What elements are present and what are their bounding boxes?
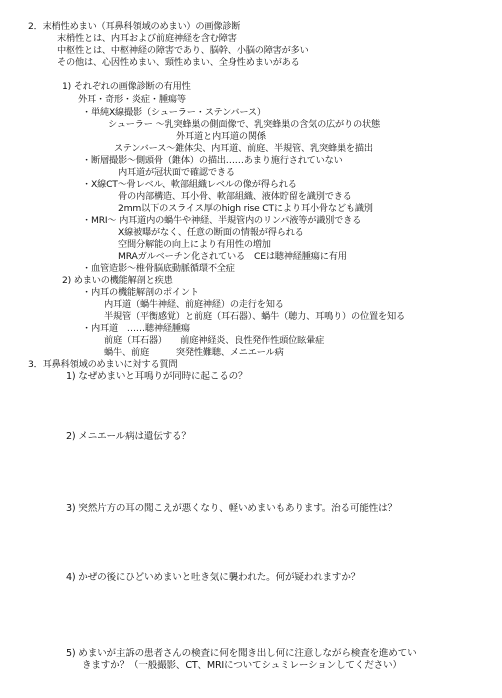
body-line: 2mm以下のスライス厚のhigh rise CTにより耳小骨なども識別 (118, 203, 373, 214)
question-item-continuation: きますか？（一般撮影、CT、MRIについてシュミレーションしてください） (82, 660, 402, 671)
question-item: 4) かぜの後にひどいめまいと吐き気に襲われた。何が疑われますか？ (66, 572, 361, 583)
body-line: 内耳道が冠状面で確認できる (118, 167, 235, 178)
bullet-line: ・MRI～ 内耳道内の蝸牛や神経、半規管内のリンパ液等が識別できる (82, 215, 362, 226)
bullet-line: ・内耳の機能解剖のポイント (82, 287, 199, 298)
subsection-heading: 1) それぞれの画像診断の有用性 (62, 81, 191, 92)
definition-line: その他は、心因性めまい、頸性めまい、全身性めまいがある (57, 57, 300, 68)
definition-line: 末梢性とは、内耳および前庭神経を含む障害 (57, 33, 237, 44)
body-line: 内耳道（蝸牛神経、前庭神経）の走行を知る (104, 299, 284, 310)
body-line: ステンバース～錐体尖、内耳道、前庭、半規管、乳突蜂巣を描出 (114, 143, 373, 154)
definition-line: 中枢性とは、中枢神経の障害であり、脳幹、小脳の障害が多い (57, 45, 309, 56)
body-line: MRAガルベーチン化されている CEは聴神経腫瘍に有用 (118, 251, 347, 262)
bullet-line: ・断層撮影～側頭骨（錐体）の描出……あまり施行されていない (82, 155, 343, 166)
body-line: 骨の内部構造、耳小骨、軟部組織、液体貯留を識別できる (118, 191, 352, 202)
bullet-line: ・単純X線撮影（シューラー・ステンバース） (82, 107, 266, 118)
section-heading-3: 3．耳鼻科領域のめまいに対する質問 (28, 359, 178, 370)
subsection-heading: 2) めまいの機能解剖と疾患 (62, 275, 173, 286)
bullet-line: ・内耳道 ……聴神経腫瘍 (82, 323, 190, 334)
bullet-line: ・血管造影～椎骨脳底動脈循環不全症 (82, 263, 235, 274)
question-item: 1) なぜめまいと耳鳴りが同時に起こるの？ (66, 371, 248, 382)
bullet-line: ・X線CT～骨レベル、軟部組織レベルの像が得られる (82, 179, 297, 190)
body-line: シューラー ～乳突蜂巣の側面像で、乳突蜂巣の含気の広がりの状態 (108, 119, 380, 130)
question-item: 3) 突然片方の耳の聞こえが悪くなり、軽いめまいもあります。治る可能性は？ (66, 503, 397, 514)
body-line: 半規管（平衡感覚）と前庭（耳石器）、蝸牛（聴力、耳鳴り）の位置を知る (104, 311, 405, 322)
body-line: 空間分解能の向上により有用性の増加 (118, 239, 271, 250)
body-line: 蝸牛、前庭 突発性難聴、メニエール病 (104, 347, 284, 358)
body-line: X線被曝がなく、任意の断面の情報が得られる (118, 227, 304, 238)
section-heading-2: 2．末梢性めまい（耳鼻科領域のめまい）の画像診断 (28, 21, 241, 32)
question-item: 5) めまいが主訴の患者さんの検査に何を聞き出し何に注意しながら検査を進めてい (66, 648, 417, 659)
body-line: 前庭（耳石器） 前庭神経炎、良性発作性頭位眩暈症 (104, 335, 325, 346)
body-line: 外耳道と内耳道の関係 (176, 131, 266, 142)
question-item: 2) メニエール病は遺伝する？ (66, 431, 191, 442)
body-line: 外耳・奇形・炎症・腫瘍等 (78, 94, 186, 105)
